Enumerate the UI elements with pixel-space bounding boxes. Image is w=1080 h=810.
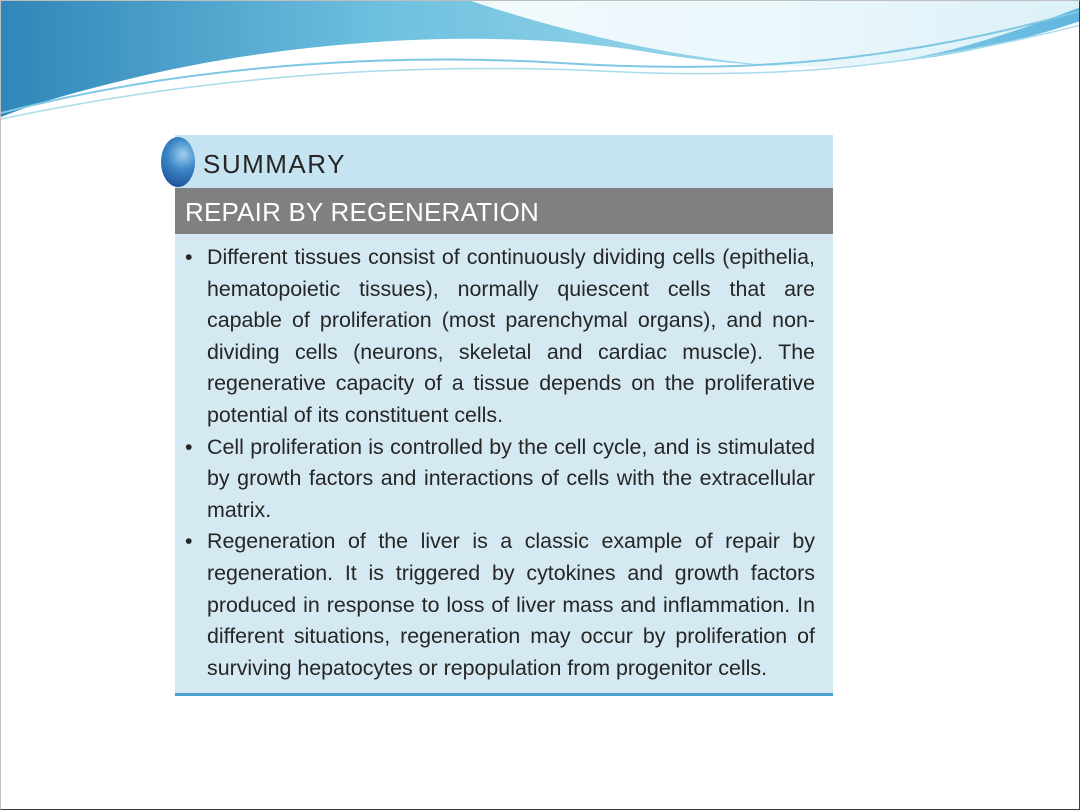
summary-bullet-list <box>183 242 815 684</box>
section-heading-bar <box>175 188 833 234</box>
bullet-item <box>183 432 815 527</box>
bullet-item <box>183 526 815 684</box>
summary-label: SUMMARY <box>203 149 346 179</box>
summary-card <box>175 135 833 696</box>
decorative-wave-header <box>1 1 1080 131</box>
bullet-text: Different tissues consist of continuously dividing cells (epithelia, hematopoietic tissues), normally quiescent cells that are capable of proliferation (most parenchymal organs), and non-dividing cells (neurons, skeletal and cardiac muscle). The regenerative capacity of a tissue depends on the proliferative potential of its constituent cells. <box>207 245 815 427</box>
bullet-dot-icon: • <box>185 245 193 269</box>
summary-orb-icon <box>161 137 195 187</box>
bullet-dot-icon: • <box>185 529 193 554</box>
section-heading: REPAIR BY REGENERATION <box>185 197 540 227</box>
bullet-text: Regeneration of the liver is a classic example of repair by regeneration. It is triggered by cytokines and growth factors produced in response to loss of liver mass and inflammation. In different situations, regeneration may occur by proliferation of surviving hepatocytes or repopulation from progenitor cells. <box>207 529 815 680</box>
summary-header <box>175 135 833 188</box>
bullet-item <box>183 242 815 432</box>
bullet-dot-icon: • <box>185 434 193 459</box>
bullet-text: Cell proliferation is controlled by the cell cycle, and is stimulated by growth factors and interactions of cells with the extracellular matrix. <box>207 434 815 522</box>
